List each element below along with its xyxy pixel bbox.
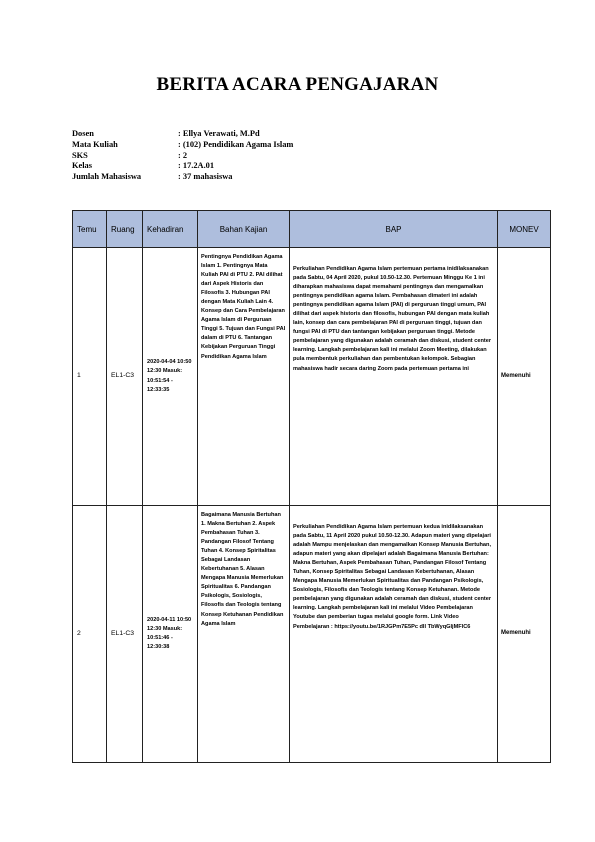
meta-value: : 17.2A.01 <box>178 161 215 171</box>
cell-bahan-kajian: Bagaimana Manusia Bertuhan 1. Makna Bertuhan 2. Aspek Pembahasan Tuhan 3. Pandangan Filosof Tentang Tuhan 4. Konsep Spiritalitas Sebagai Landasan Kebertuhanan 5. Alasan Mengapa Manusia Memerlukan Spiritualitas 6. Pandangan Psikologis, Sosiologis, Filosofis dan Teologis tentang Konsep Ketuhanan Pendidikan Agama Islam <box>198 506 290 763</box>
meta-row-dosen <box>72 129 532 140</box>
meta-value: : 37 mahasiswa <box>178 172 233 182</box>
meta-row-sks <box>72 151 532 162</box>
cell-ruang: EL1-C3 <box>107 248 143 506</box>
meta-label: Mata Kuliah <box>72 139 118 149</box>
meta-row-kelas <box>72 161 532 172</box>
meta-label: SKS <box>72 150 88 160</box>
cell-temu: 1 <box>73 248 107 506</box>
meta-value: : (102) Pendidikan Agama Islam <box>178 139 294 149</box>
cell-bap: Perkuliahan Pendidikan Agama Islam pertemuan kedua inidilaksanakan pada Sabtu, 11 April 2020 pukul 10.50-12.30. Adapun materi yang dipelajari adalah Mampu menjelaskan dan mengamalkan Konsep Manusia Bertuhan, adapun materi yang akan dipelajari adalah Bagaimana Manusia Bertuhan: Makna Bertuhan, Aspek Pembahasan Tuhan, Pandangan Filosof Tentang Tuhan, Konsep Spiritalitas Sebagai Landasan Kebertuhanan, Alasan Mengapa Manusia Memerlukan Spiritualitas dan Pandangan Psikologis, Sosiologis, Filosofis dan Teologis tentang Konsep Ketuhanan. Metode pembelajaran yang digunakan adalah ceramah dan diskusi, student center learning. Langkah pembelajaran kali ini melalui Video Pembelajaran Youtube dan pemberian tugas melalui google form. Link Video Pembelajaran : https://youtu.be/1RJGPm7E5Pc dll TbWyqGIjMFlC6 <box>290 506 498 763</box>
meta-label: Dosen <box>72 129 94 138</box>
table-row <box>73 248 551 506</box>
course-info <box>72 129 532 183</box>
cell-bahan-kajian: Pentingnya Pendidikan Agama Islam 1. Pentingnya Mata Kuliah PAI di PTU 2. PAI dilihat dari Aspek Historis dan Filosofis 3. Hubungan PAI dengan Mata Kuliah Lain 4. Konsep dan Cara Pembelajaran Agama Islam di Perguruan Tinggi 5. Tujuan dan Fungsi PAI dalam di PTU 6. Tantangan Kebijakan Perguruan Tinggi Pendidikan Agama Islam <box>198 248 290 506</box>
meta-label: Jumlah Mahasiswa <box>72 172 142 182</box>
meta-value: : Ellya Verawati, M.Pd <box>178 129 260 138</box>
cell-monev: Memenuhi <box>498 506 551 763</box>
meta-row-mata-kuliah <box>72 140 532 151</box>
cell-kehadiran: 2020-04-04 10:50 12:30 Masuk: 10:51:54 - 12:33:35 <box>143 248 198 506</box>
cell-monev: Memenuhi <box>498 248 551 506</box>
table-row <box>73 506 551 763</box>
cell-temu: 2 <box>73 506 107 763</box>
cell-ruang: EL1-C3 <box>107 506 143 763</box>
cell-kehadiran: 2020-04-11 10:50 12:30 Masuk: 10:51:46 - 12:30:38 <box>143 506 198 763</box>
meta-row-jumlah-mahasiswa <box>72 172 532 183</box>
meta-label: Kelas <box>72 161 93 171</box>
header-bahan-kajian: Bahan Kajian <box>198 211 290 248</box>
header-bap: BAP <box>290 211 498 248</box>
header-temu: Temu <box>73 211 107 248</box>
meta-value: : 2 <box>178 150 188 160</box>
table-header-row <box>73 211 551 248</box>
cell-bap: Perkuliahan Pendidikan Agama Islam pertemuan pertama inidilaksanakan pada Sabtu, 04 April 2020, pukul 10.50-12.30. Pertemuan Minggu Ke 1 ini diharapkan mahasiswa dapat memahami pentingnya dan mengamalkan pentingnya pendidikan agama Islam. Pembahasan dimateri ini adalah pentingnya pendidikan agama Islam (PAI) di perguruan tinggi umum, PAI dilihat dari aspek historis dan filosofis, hubungan PAI dengan mata kuliah lain, konsep dan cara pembelajaran PAI di perguruan tinggi, tujuan dan fungsi PAI di PTU dan tantangan kebijakan perguruan tinggi. Metode pembelajaran yang digunakan adalah ceramah dan diskusi, student center learning. Langkah pembelajaran kali ini melalui Zoom Meeting, dilakukan pula membentuk perkuliahan dan pembentukan kelompok. Sebagian mahasiswa hadir secara daring Zoom pada pertemuan pertama ini <box>290 248 498 506</box>
teaching-record-table <box>72 210 551 763</box>
header-ruang: Ruang <box>107 211 143 248</box>
document-title: BERITA ACARA PENGAJARAN <box>156 74 439 95</box>
header-monev: MONEV <box>498 211 551 248</box>
header-kehadiran: Kehadiran <box>143 211 198 248</box>
